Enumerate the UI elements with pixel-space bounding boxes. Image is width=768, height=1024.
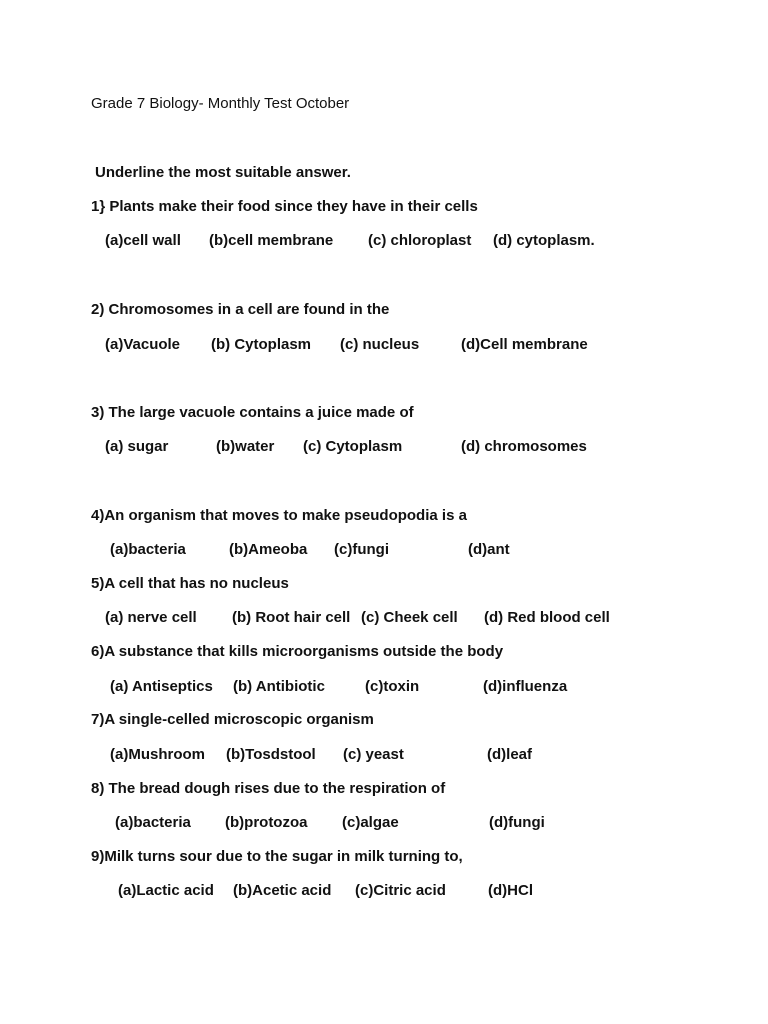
question-2-option-d: (d)Cell membrane (461, 336, 588, 353)
question-8-option-a: (a)bacteria (115, 814, 191, 831)
question-2-option-b: (b) Cytoplasm (211, 336, 312, 353)
question-8-option-c: (c)algae (342, 814, 399, 831)
question-5-option-b: (b) Root hair cell (232, 609, 351, 626)
question-7-option-a: (a)Mushroom (110, 746, 205, 763)
question-5-option-c: (c) Cheek cell (361, 609, 458, 626)
question-9-text: 9)Milk turns sour due to the sugar in milk turning to, (91, 848, 463, 865)
question-1-option-a: (a)cell wall (105, 232, 181, 249)
question-4-option-c: (c)fungi (334, 541, 389, 558)
question-2-option-c: (c) nucleus (340, 336, 420, 353)
question-9-option-b: (b)Acetic acid (233, 882, 332, 899)
question-8-option-b: (b)protozoa (225, 814, 308, 831)
question-5-option-d: (d) Red blood cell (484, 609, 610, 626)
question-4-option-a: (a)bacteria (110, 541, 186, 558)
question-7-text: 7)A single-celled microscopic organism (91, 711, 374, 728)
question-3-option-d: (d) chromosomes (461, 438, 587, 455)
question-6-option-c: (c)toxin (365, 678, 420, 695)
document-title: Grade 7 Biology- Monthly Test October (91, 95, 350, 112)
question-8-option-d: (d)fungi (489, 814, 545, 831)
question-8-text: 8) The bread dough rises due to the respiration of (91, 780, 446, 797)
question-2-option-a: (a)Vacuole (105, 336, 181, 353)
question-4-text: 4)An organism that moves to make pseudopodia is a (91, 507, 467, 524)
question-3-text: 3) The large vacuole contains a juice made of (91, 404, 414, 421)
question-3-option-b: (b)water (216, 438, 275, 455)
question-6-option-a: (a) Antiseptics (110, 678, 213, 695)
question-3-option-c: (c) Cytoplasm (303, 438, 403, 455)
question-6-text: 6)A substance that kills microorganisms outside the body (91, 643, 504, 660)
question-1-option-d: (d) cytoplasm. (493, 232, 595, 249)
question-9-option-c: (c)Citric acid (355, 882, 446, 899)
question-3-option-a: (a) sugar (105, 438, 169, 455)
question-5-option-a: (a) nerve cell (105, 609, 197, 626)
question-1-text: 1} Plants make their food since they have in their cells (91, 198, 478, 215)
question-6-option-b: (b) Antibiotic (233, 678, 325, 695)
question-7-option-d: (d)leaf (487, 746, 532, 763)
question-5-text: 5)A cell that has no nucleus (91, 575, 289, 592)
question-4-option-b: (b)Ameoba (229, 541, 308, 558)
question-9-option-a: (a)Lactic acid (118, 882, 214, 899)
question-1-option-c: (c) chloroplast (368, 232, 472, 249)
question-7-option-c: (c) yeast (343, 746, 404, 763)
question-6-option-d: (d)influenza (483, 678, 568, 695)
question-1-option-b: (b)cell membrane (209, 232, 334, 249)
question-7-option-b: (b)Tosdstool (226, 746, 316, 763)
instruction-text: Underline the most suitable answer. (95, 164, 351, 181)
question-4-option-d: (d)ant (468, 541, 510, 558)
question-9-option-d: (d)HCl (488, 882, 533, 899)
question-2-text: 2) Chromosomes in a cell are found in the (91, 301, 390, 318)
